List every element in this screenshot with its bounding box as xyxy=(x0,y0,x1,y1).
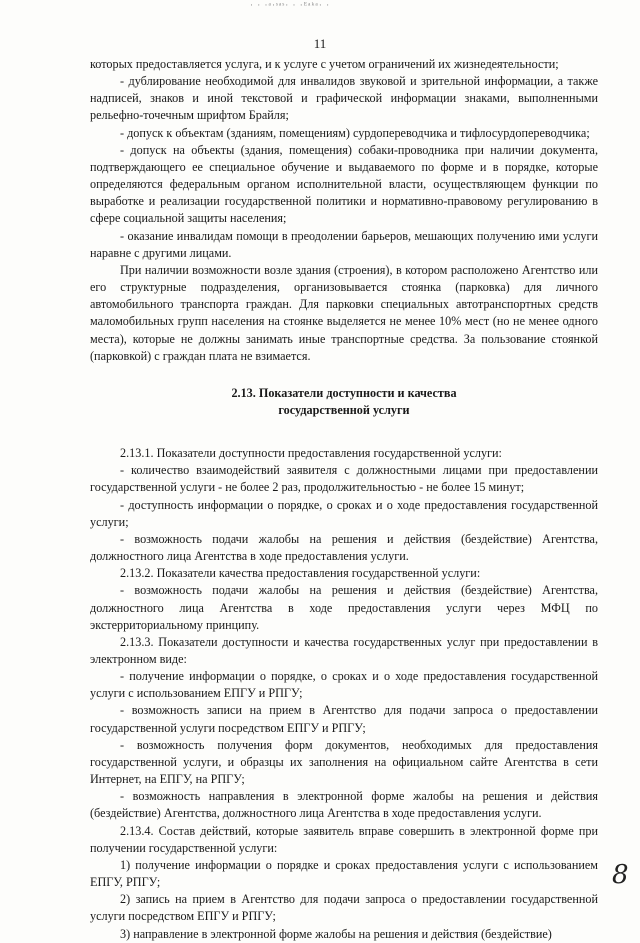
paragraph: - возможность направления в электронной форме жалобы на решения и действия (бездействие) Агентства, должностного лица Агентства в ходе предоставления услуги. xyxy=(90,789,598,821)
heading-line-2: государственной услуги xyxy=(278,402,410,417)
paragraph: 2) запись на прием в Агентство для подачи запроса о предоставлении государственной услуги посредством ЕПГУ и РПГУ; xyxy=(90,892,598,924)
paragraph: При наличии возможности возле здания (строения), в котором расположено Агентство или его структурные подразделения, организовывается стоянка (парковка) для личного автомобильного транспорта граждан. Для парковки специальных автотранспортных средств маломобильных групп населения на стоянке выделяется не менее 10% мест (но не менее одного места), которые не должны занимать иные транспортные средства. За пользование стоянкой (парковкой) с граждан плата не взимается. xyxy=(90,262,598,363)
scan-marks: · · ·ᵃ·ˢᵃˢ· · ·ᴱᵃᵏᵃ· · xyxy=(250,0,331,10)
handwritten-page-number: 8 xyxy=(612,860,629,890)
document-body xyxy=(90,56,598,943)
heading-line-1: 2.13. Показатели доступности и качества xyxy=(231,385,457,400)
paragraph: - возможность подачи жалобы на решения и действия (бездействие) Агентства, должностного лица Агентства в ходе предоставления услуги. xyxy=(90,531,598,564)
paragraph: - возможность записи на прием в Агентство для подачи запроса о предоставлении государственной услуги посредством ЕПГУ и РПГУ; xyxy=(90,703,598,735)
paragraph: - оказание инвалидам помощи в преодолении барьеров, мешающих получению ими услуги наравне с другими лицами. xyxy=(90,228,598,260)
paragraph: - возможность подачи жалобы на решения и действия (бездействие) Агентства, должностного лица Агентства в ходе предоставления услуги через МФЦ по экстерриториальному принципу. xyxy=(90,583,598,632)
paragraph: 2.13.4. Состав действий, которые заявитель вправе совершить в электронной форме при получении государственной услуги: xyxy=(90,823,598,855)
paragraph: - возможность получения форм документов, необходимых для предоставления государственной услуги, и образцы их заполнения на официальном сайте Агентства в сети Интернет, на ЕПГУ, на РПГУ; xyxy=(90,737,598,787)
paragraph: которых предоставляется услуга, и к услуге с учетом ограничений их жизнедеятельности; xyxy=(90,57,559,71)
paragraph: - дублирование необходимой для инвалидов звуковой и зрительной информации, а также надписей, знаков и иной текстовой и графической информации знаками, выполненными рельефно-точечным шрифтом Брайля; xyxy=(90,74,598,123)
page-number: 11 xyxy=(313,36,327,51)
section-heading xyxy=(90,385,598,419)
paragraph: - количество взаимодействий заявителя с должностными лицами при предоставлении государственной услуги - не более 2 раз, продолжительностью - не более 15 минут; xyxy=(90,463,598,495)
paragraph: 2.13.1. Показатели доступности предоставления государственной услуги: xyxy=(120,446,502,461)
paragraph: 3) направление в электронной форме жалобы на решения и действия (бездействие) xyxy=(120,926,552,941)
paragraph: - допуск на объекты (здания, помещения) собаки-проводника при наличии документа, подтверждающего ее специальное обучение и выдаваемого по форме и в порядке, которые определяются федеральным органом исполнительной власти, осуществляющем функции по выработке и реализации государственной политики и нормативно-правовому регулированию в сфере социальной защиты населения; xyxy=(90,142,598,226)
paragraph: 2.13.3. Показатели доступности и качества государственных услуг при предоставлении в электронном виде: xyxy=(90,634,598,666)
paragraph: - получение информации о порядке, о сроках и о ходе предоставления государственной услуги с использованием ЕПГУ и РПГУ; xyxy=(90,669,598,701)
paragraph: - допуск к объектам (зданиям, помещениям) сурдопереводчика и тифлосурдопереводчика; xyxy=(120,125,590,140)
paragraph: 2.13.2. Показатели качества предоставления государственной услуги: xyxy=(120,566,481,581)
paragraph: - доступность информации о порядке, о сроках и о ходе предоставления государственной услуги; xyxy=(90,497,598,529)
paragraph: 1) получение информации о порядке и сроках предоставления услуги с использованием ЕПГУ, РПГУ; xyxy=(90,857,598,890)
